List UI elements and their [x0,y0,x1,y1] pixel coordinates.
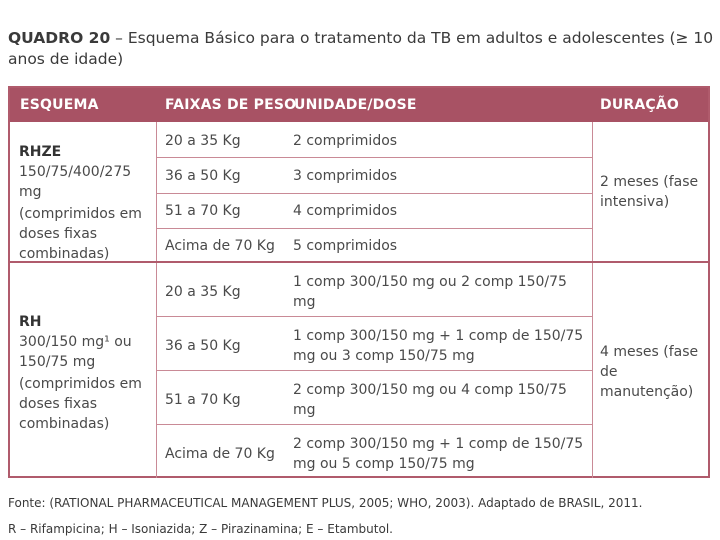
duration-cell: 4 meses (fase de manutenção) [600,344,699,400]
row-divider [156,193,592,194]
weight-cell: 20 a 35 Kg [165,284,241,300]
weight-cell: Acima de 70 Kg [165,446,275,462]
scheme-note: (comprimidos em doses fixas combinadas) [19,376,142,432]
row-divider [156,370,592,371]
weight-cell: 36 a 50 Kg [165,168,241,184]
abbreviation-legend: R – Rifampicina; H – Isoniazida; Z – Pirazinamina; E – Etambutol. [8,522,393,536]
scheme-dose: 150/75/400/275 mg [19,164,132,200]
weight-cell: 51 a 70 Kg [165,392,241,408]
source-note: Fonte: (RATIONAL PHARMACEUTICAL MANAGEMENT PLUS, 2005; WHO, 2003). Adaptado de BRASIL, 2011. [8,496,643,510]
header-faixas-de-peso: FAIXAS DE PESO [165,97,297,113]
table-title-label: QUADRO 20 [8,29,111,47]
scheme-dose: 300/150 mg¹ ou 150/75 mg [19,334,132,370]
dose-cell: 2 comp 300/150 mg + 1 comp de 150/75 mg ou 5 comp 150/75 mg [293,436,584,472]
header-esquema: ESQUEMA [20,97,99,113]
table-title-text: – Esquema Básico para o tratamento da TB em adultos e adolescentes (≥ 10 anos de idade) [8,29,714,68]
weight-cell: 36 a 50 Kg [165,338,241,354]
dose-cell: 3 comprimidos [293,168,398,184]
header-unidade-dose: UNIDADE/DOSE [294,97,417,113]
row-divider [156,424,592,425]
row-divider [156,157,592,158]
table-header [10,88,708,122]
row-divider [156,316,592,317]
scheme-cell-rh [19,312,151,434]
dose-cell: 1 comp 300/150 mg + 1 comp de 150/75 mg ou 3 comp 150/75 mg [293,328,584,364]
scheme-cell-rhze [19,142,151,264]
header-duracao: DURAÇÃO [600,97,680,113]
dose-cell: 2 comprimidos [293,133,398,149]
weight-cell: 51 a 70 Kg [165,203,241,219]
treatment-table [8,86,710,478]
dose-cell: 4 comprimidos [293,203,398,219]
duration-cell: 2 meses (fase intensiva) [600,174,699,210]
dose-cell: 5 comprimidos [293,238,398,254]
weight-cell: 20 a 35 Kg [165,133,241,149]
weight-cell: Acima de 70 Kg [165,238,275,254]
dose-cell: 1 comp 300/150 mg ou 2 comp 150/75 mg [293,274,567,310]
dose-cell: 2 comp 300/150 mg ou 4 comp 150/75 mg [293,382,567,418]
scheme-note: (comprimidos em doses fixas combinadas) [19,206,142,262]
scheme-name: RH [19,314,42,330]
divider-col3 [592,122,593,478]
table-title [8,28,714,70]
scheme-name: RHZE [19,144,62,160]
row-divider [156,228,592,229]
